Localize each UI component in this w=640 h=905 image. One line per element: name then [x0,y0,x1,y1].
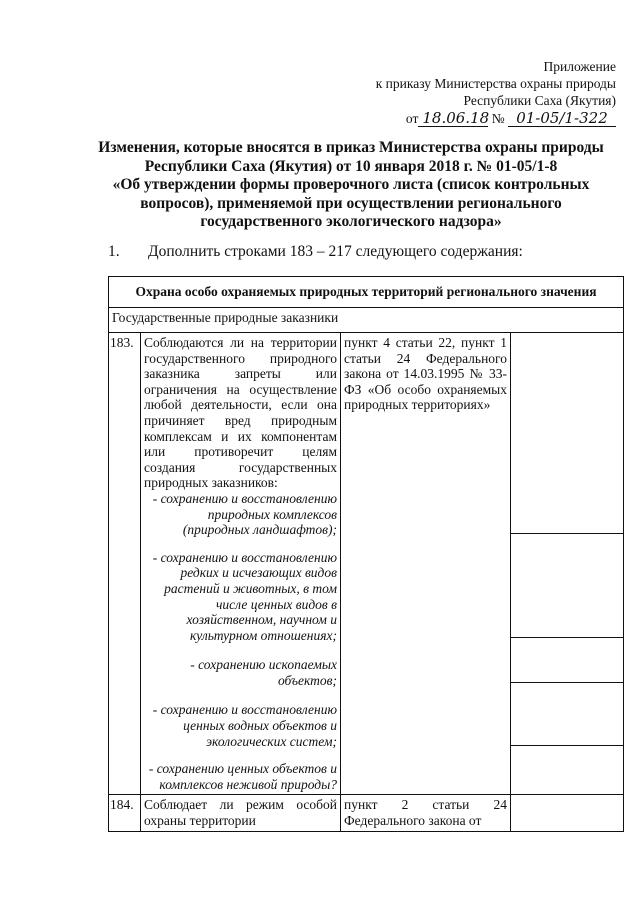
title-line: Изменения, которые вносятся в приказ Министерства охраны природы [98,139,604,156]
subsection-heading: Государственные природные заказники [109,308,624,333]
appendix-order-line: к приказу Министерства охраны природы [375,76,616,91]
title-line: «Об утверждении формы проверочного листа (список контрольных [112,176,590,193]
appendix-title: Приложение [543,59,616,74]
reference-cell: пункт 2 статьи 24 Федерального закона от [341,795,511,831]
question-cell [141,333,341,795]
answer-slot[interactable] [511,638,623,683]
answer-slot[interactable] [511,746,623,789]
answer-cell [511,333,624,795]
question-item: - сохранению и восстановлению редких и исчезающих видов растений и животных, в том числе ценных видов в хозяйственном, научном и культурном отношениях; [152,549,337,643]
title-line: Республики Саха (Якутия) от 10 января 2018 г. № 01-05/1-8 [144,157,558,175]
answer-cell[interactable] [511,795,624,831]
list-item [108,243,523,261]
question-item: - сохранению и восстановлению природных комплексов (природных ландшафтов); [152,490,337,538]
handwritten-date: 18.06.18 [418,111,488,127]
question-text: Соблюдаются ли на территории государственного природного заказника запреты или ограничения на осуществление любой деятельности, если она причиняет вред природным комплексам и их компонентам или противоречит целям создания государственных природных заказников: [144,335,337,491]
appendix-republic-line: Республики Саха (Якутия) [463,93,616,108]
appendix-block [316,58,616,127]
question-item: - сохранению и восстановлению ценных водных объектов и экологических систем; [152,702,337,749]
table-row [109,333,624,795]
title-line: вопросов), применяемой при осуществлении регионального [140,194,562,212]
row-number: 183. [109,333,141,795]
question-item: - сохранению ценных объектов и комплексов неживой природы? [148,761,337,792]
checklist-table [108,276,624,832]
handwritten-number: 01-05/1-322 [508,111,616,127]
title-line: государственного экологического надзора» [200,213,502,230]
answer-slot[interactable] [511,683,623,746]
section-heading: Охрана особо охраняемых природных территорий регионального значения [109,277,624,308]
appendix-date-line [316,110,616,127]
number-label: № [491,111,505,126]
document-title [92,139,610,232]
item-text: Дополнить строками 183 – 217 следующего содержания: [148,243,523,260]
question-cell: Соблюдает ли режим особой охраны территории [141,795,341,831]
answer-slot[interactable] [511,333,623,534]
row-number: 184. [109,795,141,831]
question-item: - сохранению ископаемых объектов; [190,657,337,688]
from-label: от [405,111,419,126]
answer-slot[interactable] [511,534,623,638]
reference-cell: пункт 4 статьи 22, пункт 1 статьи 24 Федерального закона от 14.03.1995 № 33-ФЗ «Об особо охраняемых природных территориях» [341,333,511,795]
table-row [109,795,624,831]
item-number: 1. [108,243,120,260]
